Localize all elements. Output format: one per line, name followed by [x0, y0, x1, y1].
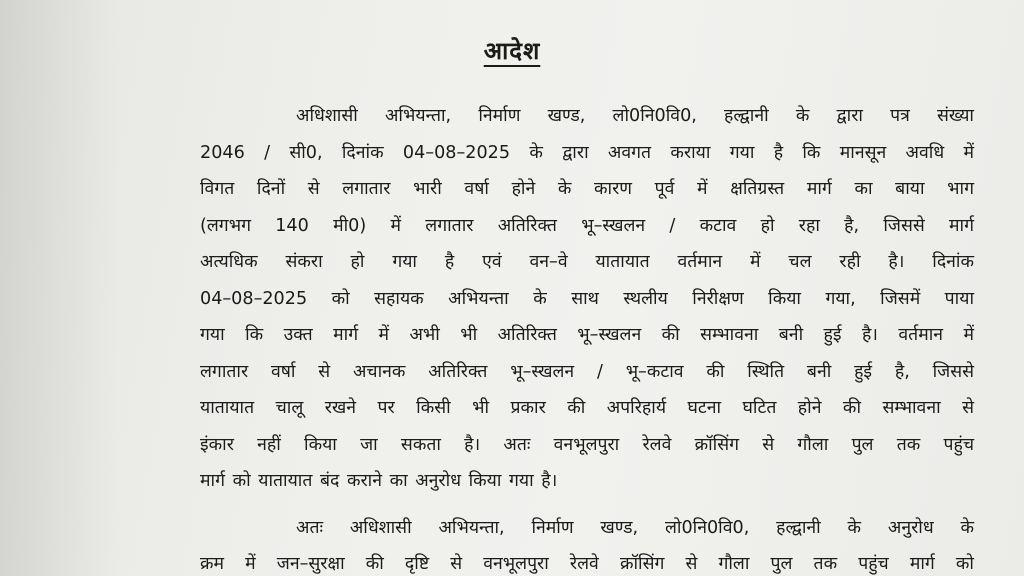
text-line: लगातार वर्षा से अचानक अतिरिक्त भू–स्खलन / भू–कटाव की स्थिति बनी हुई है, जिससे	[200, 361, 974, 382]
order-heading	[0, 34, 1024, 67]
paragraph-gap	[200, 500, 974, 510]
text-line: अधिशासी अभियन्ता, निर्माण खण्ड, लो0नि0वि0, हल्द्वानी के द्वारा पत्र संख्या	[296, 106, 974, 126]
text-line: (लगभग 140 मी0) में लगातार अतिरिक्त भू–स्खलन / कटाव हो रहा है, जिससे मार्ग	[200, 215, 974, 236]
paragraph-1	[200, 98, 974, 500]
document-body	[200, 98, 974, 576]
text-line: यातायात चालू रखने पर किसी भी प्रकार की अपरिहार्य घटना घटित होने की सम्भावना से	[200, 398, 974, 418]
text-line: विगत दिनों से लगातार भारी वर्षा होने के कारण पूर्व में क्षतिग्रस्त मार्ग का बाया भाग	[200, 179, 974, 199]
page-shadow	[0, 0, 120, 576]
text-line: 2046 / सी0, दिनांक 04–08–2025 के द्वारा अवगत कराया गया है कि मानसून अवधि में	[200, 142, 974, 163]
text-line: क्रम में जन–सुरक्षा की दृष्टि से वनभूलपुरा रेलवे क्रॉसिंग से गौला पुल तक पहुंच मार्ग को	[200, 554, 974, 574]
text-line: अतः अधिशासी अभियन्ता, निर्माण खण्ड, लो0नि0वि0, हल्द्वानी के अनुरोध के	[296, 517, 974, 538]
text-line: गया कि उक्त मार्ग में अभी भी अतिरिक्त भू–स्खलन की सम्भावना बनी हुई है। वर्तमान में	[200, 325, 974, 345]
text-line: 04–08–2025 को सहायक अभियन्ता के साथ स्थलीय निरीक्षण किया गया, जिसमें पाया	[200, 288, 974, 309]
text-line: मार्ग को यातायात बंद कराने का अनुरोध किया गया है।	[200, 471, 558, 491]
text-line: अत्यधिक संकरा हो गया है एवं वन–वे यातायात वर्तमान में चल रही है। दिनांक	[200, 252, 974, 272]
paragraph-2	[200, 510, 974, 576]
order-heading-text: आदेश	[483, 37, 541, 65]
text-line: इंकार नहीं किया जा सकता है। अतः वनभूलपुरा रेलवे क्रॉसिंग से गौला पुल तक पहुंच	[200, 434, 974, 455]
